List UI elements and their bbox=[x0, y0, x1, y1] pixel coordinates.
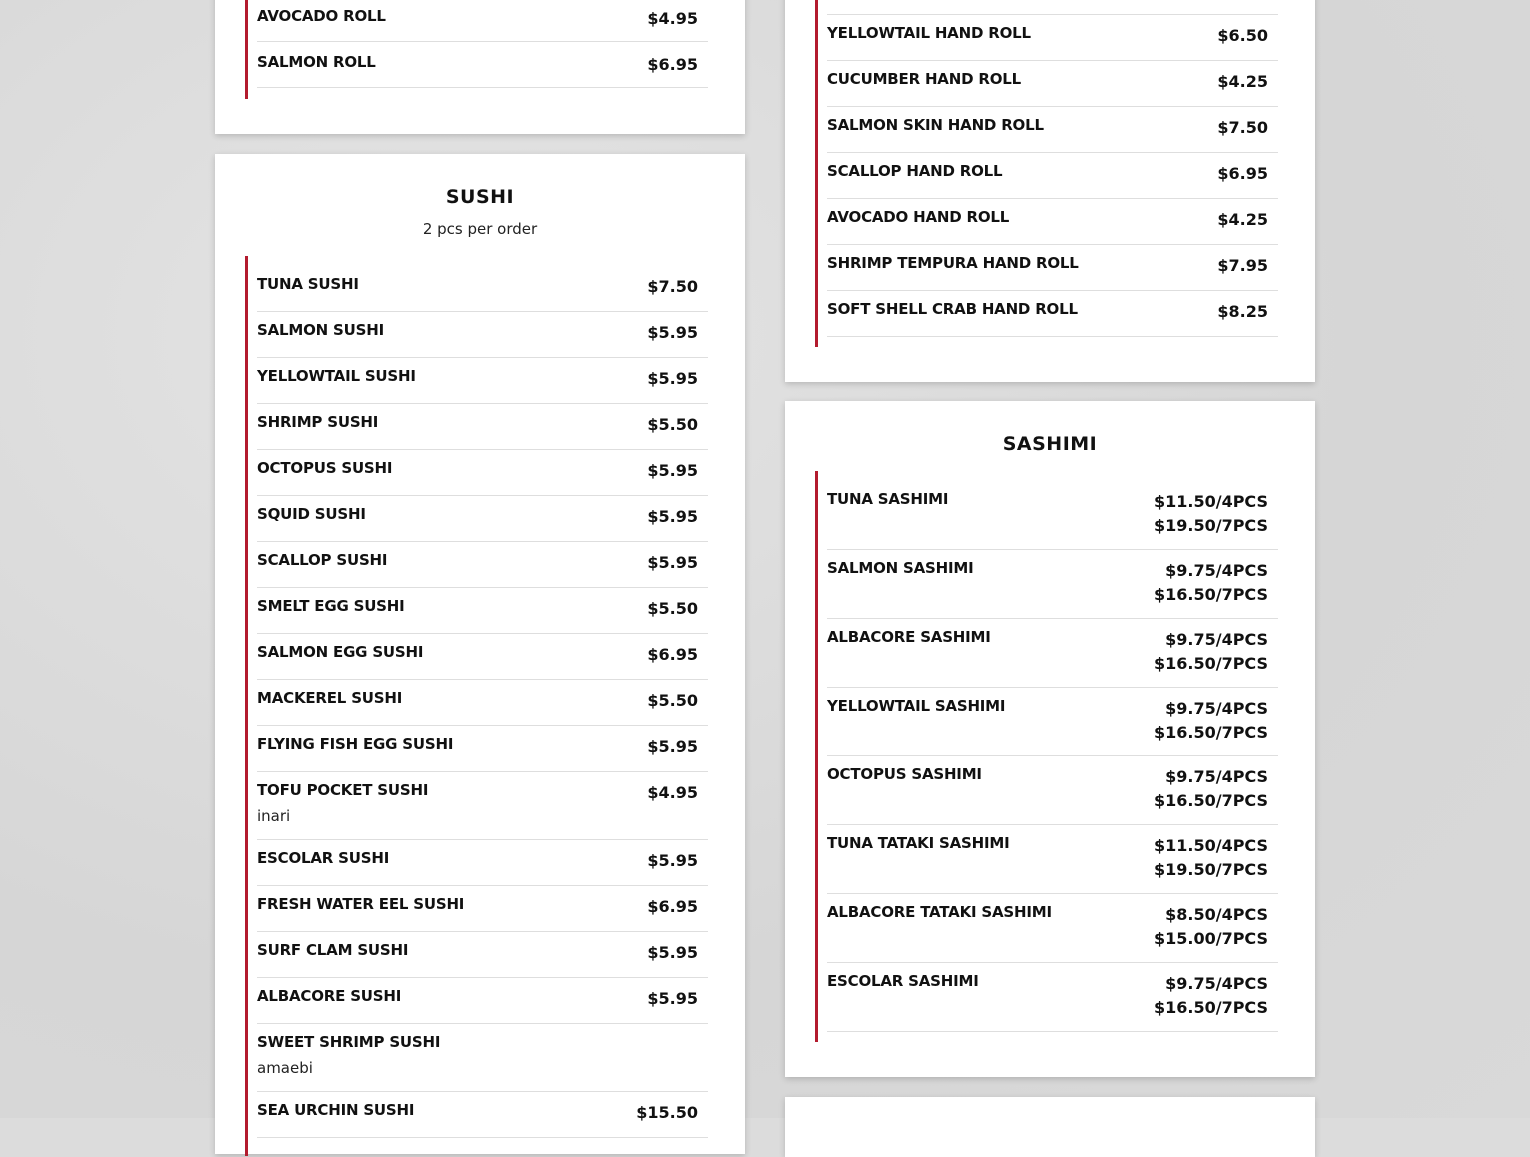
item-price-7pcs: $19.50/7PCS bbox=[1153, 860, 1268, 879]
menu-item[interactable] bbox=[257, 450, 708, 496]
menu-item[interactable] bbox=[257, 588, 708, 634]
menu-item[interactable] bbox=[827, 245, 1278, 291]
menu-item[interactable] bbox=[827, 894, 1278, 963]
menu-item[interactable] bbox=[827, 550, 1278, 619]
menu-item[interactable] bbox=[257, 634, 708, 680]
hand-rolls-card bbox=[785, 0, 1315, 382]
item-price: $5.95 bbox=[647, 507, 698, 526]
menu-item[interactable] bbox=[257, 1092, 708, 1138]
menu-item[interactable] bbox=[257, 772, 708, 840]
item-name: SCALLOP HAND ROLL bbox=[827, 162, 1003, 180]
item-name: TOFU POCKET SUSHI bbox=[257, 781, 429, 799]
item-price-4pcs: $8.50/4PCS bbox=[1165, 905, 1268, 924]
section-subtitle: 2 pcs per order bbox=[422, 220, 538, 238]
sushi-card bbox=[215, 154, 745, 1154]
menu-item[interactable] bbox=[827, 0, 1278, 15]
item-name: SOFT SHELL CRAB HAND ROLL bbox=[827, 300, 1078, 318]
item-description: amaebi bbox=[257, 1059, 313, 1077]
menu-item[interactable] bbox=[257, 542, 708, 588]
menu-item[interactable] bbox=[257, 932, 708, 978]
menu-item[interactable] bbox=[827, 107, 1278, 153]
menu-item[interactable] bbox=[827, 471, 1278, 550]
item-price-4pcs: $11.50/4PCS bbox=[1153, 836, 1268, 855]
menu-item[interactable] bbox=[257, 840, 708, 886]
menu-item[interactable] bbox=[257, 1024, 708, 1092]
item-price: $5.50 bbox=[647, 415, 698, 434]
menu-item[interactable] bbox=[827, 825, 1278, 894]
item-price: $4.95 bbox=[647, 783, 698, 802]
item-name: FLYING FISH EGG SUSHI bbox=[257, 735, 454, 753]
item-price: $7.50 bbox=[1217, 118, 1268, 137]
menu-item[interactable] bbox=[827, 688, 1278, 756]
item-price-7pcs: $16.50/7PCS bbox=[1153, 998, 1268, 1017]
item-name: SHRIMP TEMPURA HAND ROLL bbox=[827, 254, 1079, 272]
item-price-7pcs: $16.50/7PCS bbox=[1153, 723, 1268, 742]
item-price: $6.50 bbox=[1217, 26, 1268, 45]
item-price: $5.95 bbox=[647, 369, 698, 388]
item-name: OCTOPUS SUSHI bbox=[257, 459, 393, 477]
item-name: ALBACORE SASHIMI bbox=[827, 628, 991, 646]
item-price: $6.95 bbox=[647, 55, 698, 74]
item-price-4pcs: $9.75/4PCS bbox=[1165, 561, 1268, 580]
item-name: SQUID SUSHI bbox=[257, 505, 366, 523]
item-name: SALMON ROLL bbox=[257, 53, 376, 71]
item-price: $5.50 bbox=[647, 691, 698, 710]
item-price: $4.25 bbox=[1217, 210, 1268, 229]
rolls-card bbox=[215, 0, 745, 134]
menu-item[interactable] bbox=[827, 291, 1278, 337]
item-price: $5.95 bbox=[647, 989, 698, 1008]
menu-item[interactable] bbox=[257, 256, 708, 312]
item-name: TUNA SUSHI bbox=[257, 275, 359, 293]
item-name: SCALLOP SUSHI bbox=[257, 551, 388, 569]
item-name: YELLOWTAIL SASHIMI bbox=[827, 697, 1006, 715]
menu-item[interactable] bbox=[827, 15, 1278, 61]
item-price: $5.95 bbox=[647, 943, 698, 962]
item-name: YELLOWTAIL HAND ROLL bbox=[827, 24, 1031, 42]
section-title: SUSHI bbox=[445, 186, 515, 208]
item-price: $15.50 bbox=[636, 1103, 698, 1122]
item-name: SURF CLAM SUSHI bbox=[257, 941, 409, 959]
menu-item[interactable] bbox=[257, 404, 708, 450]
item-price: $5.95 bbox=[647, 461, 698, 480]
item-name: TUNA SASHIMI bbox=[827, 490, 949, 508]
item-price: $4.95 bbox=[647, 9, 698, 28]
menu-item[interactable] bbox=[827, 619, 1278, 688]
sashimi-list bbox=[815, 471, 1278, 1042]
item-price: $5.95 bbox=[647, 553, 698, 572]
item-price: $6.95 bbox=[1217, 164, 1268, 183]
item-price: $7.50 bbox=[647, 277, 698, 296]
menu-item[interactable] bbox=[257, 978, 708, 1024]
item-price: $5.50 bbox=[647, 599, 698, 618]
item-description: inari bbox=[257, 807, 291, 825]
menu-item[interactable] bbox=[257, 680, 708, 726]
item-name: AVOCADO HAND ROLL bbox=[827, 208, 1010, 226]
rolls-list bbox=[245, 0, 708, 99]
hand-rolls-list bbox=[815, 0, 1278, 347]
item-price-4pcs: $9.75/4PCS bbox=[1165, 974, 1268, 993]
menu-item[interactable] bbox=[827, 756, 1278, 825]
item-name: YELLOWTAIL SUSHI bbox=[257, 367, 416, 385]
menu-item[interactable] bbox=[257, 726, 708, 772]
sushi-list bbox=[245, 256, 708, 1156]
menu-item[interactable] bbox=[827, 963, 1278, 1032]
menu-item[interactable] bbox=[257, 358, 708, 404]
item-price: $5.95 bbox=[647, 737, 698, 756]
item-name: FRESH WATER EEL SUSHI bbox=[257, 895, 465, 913]
item-price-7pcs: $16.50/7PCS bbox=[1153, 791, 1268, 810]
menu-item[interactable] bbox=[827, 199, 1278, 245]
item-name: ALBACORE SUSHI bbox=[257, 987, 402, 1005]
menu-item[interactable] bbox=[257, 312, 708, 358]
item-price-7pcs: $16.50/7PCS bbox=[1153, 654, 1268, 673]
item-price: $8.25 bbox=[1217, 302, 1268, 321]
item-price: $5.95 bbox=[647, 323, 698, 342]
item-price-7pcs: $15.00/7PCS bbox=[1153, 929, 1268, 948]
item-price-7pcs: $16.50/7PCS bbox=[1153, 585, 1268, 604]
item-price: $6.95 bbox=[647, 645, 698, 664]
item-name: ESCOLAR SASHIMI bbox=[827, 972, 979, 990]
item-name: SWEET SHRIMP SUSHI bbox=[257, 1033, 441, 1051]
item-name: TUNA TATAKI SASHIMI bbox=[827, 834, 1010, 852]
item-name: SMELT EGG SUSHI bbox=[257, 597, 405, 615]
item-price: $5.95 bbox=[647, 851, 698, 870]
item-name: SHRIMP SUSHI bbox=[257, 413, 379, 431]
item-name: SALMON SKIN HAND ROLL bbox=[827, 116, 1044, 134]
item-price: $4.25 bbox=[1217, 72, 1268, 91]
item-name: ALBACORE TATAKI SASHIMI bbox=[827, 903, 1052, 921]
item-price-4pcs: $9.75/4PCS bbox=[1165, 767, 1268, 786]
item-price: $6.95 bbox=[647, 897, 698, 916]
item-name: SALMON SUSHI bbox=[257, 321, 384, 339]
item-price-7pcs: $19.50/7PCS bbox=[1153, 516, 1268, 535]
menu-item[interactable] bbox=[257, 886, 708, 932]
item-name: ESCOLAR SUSHI bbox=[257, 849, 390, 867]
menu-item[interactable] bbox=[257, 42, 708, 88]
item-price-4pcs: $9.75/4PCS bbox=[1165, 699, 1268, 718]
item-price-4pcs: $9.75/4PCS bbox=[1165, 630, 1268, 649]
next-card bbox=[785, 1097, 1315, 1157]
item-name: AVOCADO ROLL bbox=[257, 7, 386, 25]
item-name: SALMON EGG SUSHI bbox=[257, 643, 424, 661]
menu-item[interactable] bbox=[827, 153, 1278, 199]
menu-item[interactable] bbox=[827, 61, 1278, 107]
item-name: MACKEREL SUSHI bbox=[257, 689, 403, 707]
item-name: OCTOPUS SASHIMI bbox=[827, 765, 982, 783]
item-price-4pcs: $11.50/4PCS bbox=[1153, 492, 1268, 511]
menu-item[interactable] bbox=[257, 0, 708, 42]
item-name: CUCUMBER HAND ROLL bbox=[827, 70, 1021, 88]
item-name: SALMON SASHIMI bbox=[827, 559, 974, 577]
section-title: SASHIMI bbox=[1002, 433, 1098, 455]
sashimi-card bbox=[785, 401, 1315, 1077]
item-price: $7.95 bbox=[1217, 256, 1268, 275]
item-name: SEA URCHIN SUSHI bbox=[257, 1101, 415, 1119]
menu-item[interactable] bbox=[257, 496, 708, 542]
